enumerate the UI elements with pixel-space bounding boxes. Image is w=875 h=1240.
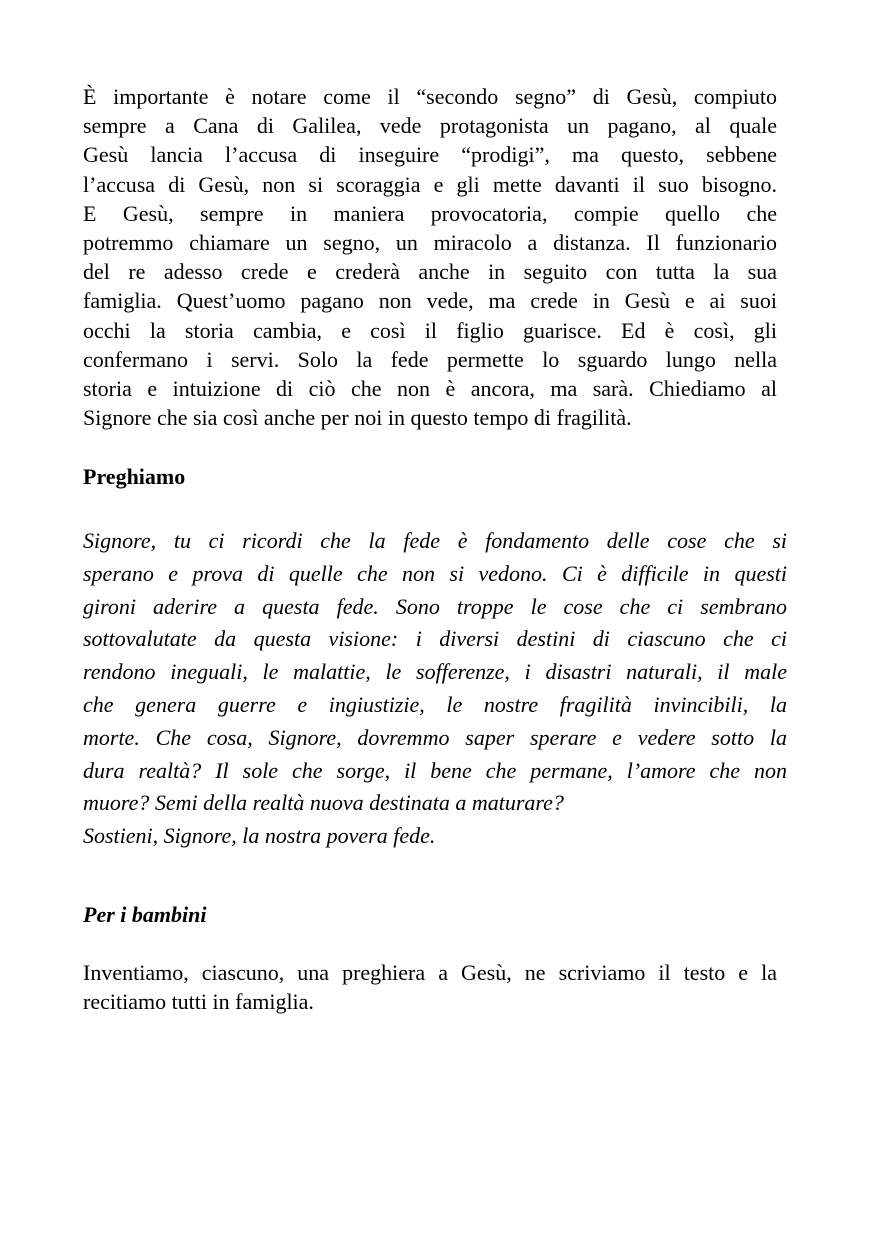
paragraph-line: l’accusa di Gesù, non si scoraggia e gli mette davanti il suo bisogno.	[83, 171, 777, 197]
paragraph-line: confermano i servi. Solo la fede permette lo sguardo lungo nella	[83, 346, 777, 372]
prayer-line: sperano e prova di quelle che non si vedono. Ci è difficile in questi	[83, 560, 787, 586]
prayer-line: sottovalutate da questa visione: i diversi destini di ciascuno che ci	[83, 626, 787, 652]
prayer-line: dura realtà? Il sole che sorge, il bene che permane, l’amore che non	[83, 757, 787, 783]
paragraph-line: potremmo chiamare un segno, un miracolo a distanza. Il funzionario	[83, 229, 777, 255]
kids-line: recitiamo tutti in famiglia.	[83, 989, 314, 1015]
prayer-line: Sostieni, Signore, la nostra povera fede.	[83, 823, 436, 849]
prayer-line: che genera guerre e ingiustizie, le nostre fragilità invincibili, la	[83, 691, 787, 717]
prayer-heading: Preghiamo	[83, 464, 186, 489]
paragraph-line: occhi la storia cambia, e così il figlio guarisce. Ed è così, gli	[83, 317, 777, 343]
intro-paragraph	[83, 82, 777, 432]
paragraph-line: sempre a Cana di Galilea, vede protagonista un pagano, al quale	[83, 113, 777, 139]
prayer-line: morte. Che cosa, Signore, dovremmo saper sperare e vedere sotto la	[83, 724, 787, 750]
paragraph-line: storia e intuizione di ciò che non è ancora, ma sarà. Chiediamo al	[83, 375, 777, 401]
prayer-line: muore? Semi della realtà nuova destinata a maturare?	[83, 790, 564, 816]
prayer-line: rendono ineguali, le malattie, le sofferenze, i disastri naturali, il male	[83, 659, 787, 685]
kids-heading: Per i bambini	[83, 902, 207, 927]
paragraph-line: E Gesù, sempre in maniera provocatoria, compie quello che	[83, 200, 777, 226]
kids-paragraph	[83, 958, 777, 1016]
paragraph-line: famiglia. Quest’uomo pagano non vede, ma crede in Gesù e ai suoi	[83, 288, 777, 314]
prayer-line: gironi aderire a questa fede. Sono troppe le cose che ci sembrano	[83, 593, 787, 619]
paragraph-line: È importante è notare come il “secondo segno” di Gesù, compiuto	[83, 84, 777, 109]
prayer-paragraph	[83, 525, 787, 853]
kids-line: Inventiamo, ciascuno, una preghiera a Gesù, ne scriviamo il testo e la	[83, 960, 777, 985]
paragraph-line: Gesù lancia l’accusa di inseguire “prodigi”, ma questo, sebbene	[83, 142, 777, 168]
prayer-line: Signore, tu ci ricordi che la fede è fondamento delle cose che si	[83, 528, 787, 553]
paragraph-line: Signore che sia così anche per noi in questo tempo di fragilità.	[83, 405, 632, 431]
paragraph-line: del re adesso crede e crederà anche in seguito con tutta la sua	[83, 259, 777, 285]
